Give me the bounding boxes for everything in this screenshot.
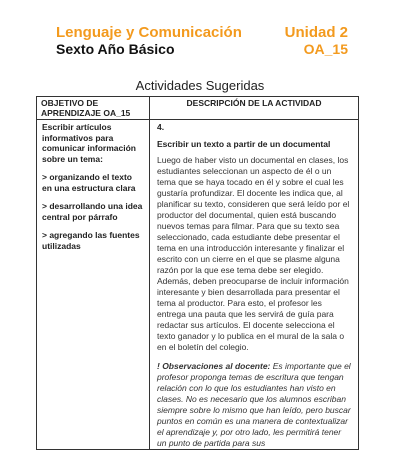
teacher-note xyxy=(157,361,352,449)
teacher-note-body: Es importante que el profesor proponga temas de escritura que tengan relación con lo que los estudiantes han visto en clases. No es necesario que los alumnos escriban siempre sobre lo mismo que han leído, pero buscar puntos en común es una manera de contextualizar el aprendizaje y, por otro lado, les permitirá tener un punto de partida para sus xyxy=(157,361,351,448)
description-column-header: DESCRIPCIÓN DE LA ACTIVIDAD xyxy=(150,97,359,120)
objective-intro: Escribir artículos informativos para comunicar información sobre un tema: xyxy=(42,122,136,164)
oa-label: OA_15 xyxy=(303,41,348,57)
activities-table xyxy=(36,96,359,450)
unit-label: Unidad 2 xyxy=(284,24,348,41)
subject-title: Lenguaje y Comunicación xyxy=(56,24,242,41)
teacher-note-label: ! Observaciones al docente: xyxy=(157,361,271,371)
activity-title: Escribir un texto a partir de un documental xyxy=(157,139,331,149)
objective-point-central-idea: > desarrollando una idea central por párrafo xyxy=(42,201,143,222)
section-title: Actividades Sugeridas xyxy=(135,78,265,93)
description-cell xyxy=(150,120,359,450)
activity-body: Luego de haber visto un documental en clases, los estudiantes seleccionan un aspecto de él o un tema que se haya tocado en él y sobre el cual les gustaría profundizar. El docente les indica que, al planificar su texto, consideren que será leído por el productor del documental, quien está buscando nuevos temas para filmar. Para que su texto sea seleccionado, cada estudiante debe presentar el tema en una introducción interesante y finalizar el escrito con un cierre en el que se plasme alguna razón por la que ese tema debe ser elegido. Además, deben preocuparse de incluir información interesante y bien desarrollada para presentar el tema al productor. Para esto, el profesor les entrega una pauta que les servirá de guía para redactar sus artículos. El docente selecciona el texto ganador y lo publica en el mural de la sala o en el boletín del colegio. xyxy=(157,155,350,352)
objective-cell xyxy=(37,120,150,450)
header-right xyxy=(285,24,348,58)
table-header-row xyxy=(37,97,359,120)
objective-column-header: OBJETIVO DE APRENDIZAJE OA_15 xyxy=(37,97,150,120)
grade-title: Sexto Año Básico xyxy=(56,41,175,57)
table-row xyxy=(37,120,359,450)
header-left xyxy=(56,24,242,58)
objective-point-sources: > agregando las fuentes utilizadas xyxy=(42,230,140,251)
activity-number: 4. xyxy=(157,122,165,132)
objective-point-structure: > organizando el texto en una estructura clara xyxy=(42,172,136,193)
